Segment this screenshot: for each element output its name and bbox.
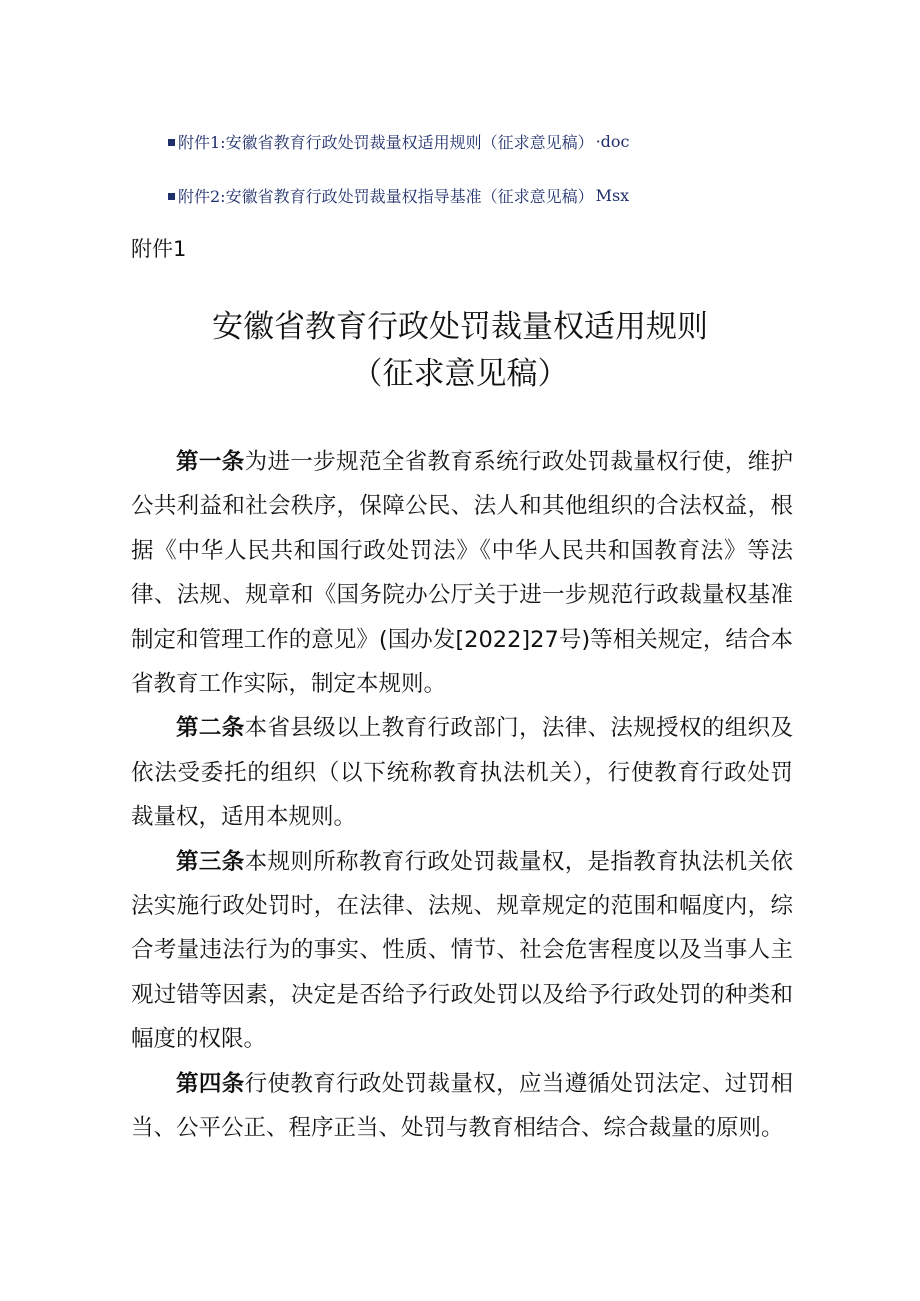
attachment-link-label[interactable]: 附件2:安徽省教育行政处罚裁量权指导基准（征求意见稿） [178, 186, 594, 206]
attachment-link-2[interactable] [168, 182, 868, 208]
document-title: 安徽省教育行政处罚裁量权适用规则 [212, 309, 708, 345]
file-bullet-icon [168, 139, 175, 146]
article-number: 第四条 [176, 1070, 245, 1097]
article-4 [131, 1062, 793, 1151]
article-text: 为进一步规范全省教育系统行政处罚裁量权行使，维护公共利益和社会秩序，保障公民、法人和其他组织的合法权益，根据《中华人民共和国行政处罚法》《中华人民共和国教育法》等法律、法规、规章和《国务院办公厅关于进一步规范行政裁量权基准制定和管理工作的意见》(国办发[2022]27号)等相关规定，结合本省教育工作实际，制定本规则。 [131, 449, 793, 698]
article-3 [131, 840, 793, 1062]
file-bullet-icon [168, 193, 175, 200]
document-subtitle: （征求意见稿） [351, 356, 569, 392]
attachment-file-extension[interactable]: Msx [595, 185, 630, 205]
attachment-links [168, 128, 868, 208]
attachment-file-extension[interactable]: ·doc [595, 131, 630, 151]
article-1 [131, 440, 793, 706]
article-text: 本省县级以上教育行政部门，法律、法规授权的组织及依法受委托的组织（以下统称教育执法机关），行使教育行政处罚裁量权，适用本规则。 [131, 715, 793, 831]
article-number: 第二条 [176, 715, 245, 742]
attachment-link-1[interactable] [168, 128, 868, 154]
document-body [131, 440, 793, 1151]
article-number: 第三条 [176, 848, 245, 875]
article-number: 第一条 [176, 449, 245, 475]
attachment-link-label[interactable]: 附件1:安徽省教育行政处罚裁量权适用规则（征求意见稿） [178, 132, 594, 152]
attachment-label: 附件1 [131, 237, 187, 261]
article-2 [131, 706, 793, 839]
article-text: 本规则所称教育行政处罚裁量权，是指教育执法机关依法实施行政处罚时，在法律、法规、规章规定的范围和幅度内，综合考量违法行为的事实、性质、情节、社会危害程度以及当事人主观过错等因素，决定是否给予行政处罚以及给予行政处罚的种类和幅度的权限。 [131, 848, 793, 1053]
article-text: 行使教育行政处罚裁量权，应当遵循处罚法定、过罚相当、公平公正、程序正当、处罚与教育相结合、综合裁量的原则。 [131, 1070, 793, 1142]
